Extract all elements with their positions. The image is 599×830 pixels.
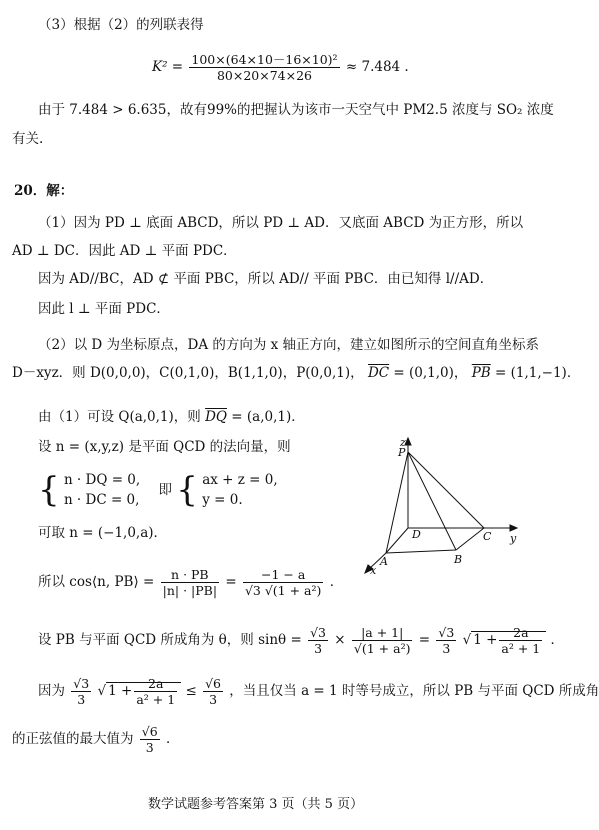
ineq-frac-2-den: a² + 1 [136,692,176,707]
sin-frac-4 [499,625,542,656]
sin-frac-1 [308,625,328,656]
sin-root-a: 1 + [473,632,498,648]
ineq-le: ≤ [185,683,197,699]
ineq-frac-3 [203,676,223,707]
sin-frac-3 [436,625,456,656]
ineq-frac-2-num: 2a [134,676,177,692]
sin-frac-3-den: 3 [442,641,451,656]
k-fraction [189,52,339,83]
system-eq-1: n · DQ = 0, [63,472,141,488]
ineq-frac-1 [71,676,91,707]
cos-line [38,567,343,598]
q20-p1-line1: （1）因为 PD ⊥ 底面 ABCD，所以 PD ⊥ AD．又底面 ABCD 为正方形，所以 [38,215,524,231]
sin-times: × [334,632,346,648]
sin-root-body [471,625,546,656]
max-line [12,724,180,755]
normal-take-line: 可取 n = (−1,0,a)． [38,525,168,541]
s3-intro: （3）根据（2）的列联表得 [38,17,204,33]
sin-eq: = [418,632,431,648]
ineq-root-a: 1 + [108,683,133,699]
k-lhs: K² = [152,59,184,75]
system-eq-2: n · DC = 0, [63,492,140,508]
sin-frac-4-den: a² + 1 [501,641,541,656]
label-z: z [400,436,406,449]
sin-frac-4-num: 2a [499,625,542,641]
cos-lhs: 所以 cos⟨n, PB⟩ = [38,574,155,590]
system-eq-3: ax + z = 0, [202,472,278,488]
q20-p2-line2 [12,364,580,382]
page-footer: 数学试题参考答案第 3 页（共 5 页） [148,797,364,812]
ineq-root: √ 1 + $\frac{2a}{\text{a² + 1}}$ [98,682,182,699]
pyramid-diagram [360,438,522,576]
ji-text: 即 [158,481,172,498]
label-d: D [412,528,421,541]
normal-vector-line: 设 n = (x,y,z) 是平面 QCD 的法向量，则 [38,439,291,455]
cos-frac-2-num: −1 − a [243,567,323,583]
sin-frac-1-den: 3 [314,641,323,656]
left-brace-2: { [176,470,198,510]
ineq-b: ，当且仅当 a = 1 时等号成立，所以 PB 与平面 QCD 所成角 [229,683,599,699]
q-assume-line [38,408,305,426]
ineq-frac-1-den: 3 [77,692,86,707]
sin-root: √ 1 + $\frac{2a}{\text{a² + 1}}$ [463,631,547,648]
vector-dc: $\overline{DC}$ [367,365,390,381]
sin-end: ． [550,632,565,648]
cos-frac-1 [161,567,219,598]
edge-pa [386,452,408,553]
system-1 [64,470,140,510]
s3-conclusion-line1: 由于 7.484 > 6.635，故有99%的把握认为该市一天空气中 PM2.5 浓度与 SO₂ 浓度 [38,102,554,118]
k-numerator: 100×(64×10－16×10)² [191,52,338,67]
vector-pb: $\overline{PB}$ [471,365,491,381]
ineq-line [38,676,599,707]
ineq-frac-3-num: √6 [205,676,221,691]
edge-bc [456,528,484,550]
edge-pc [408,452,484,528]
cos-eq: = [225,574,237,590]
edge-da [386,528,408,553]
max-text: 的正弦值的最大值为 [12,731,134,747]
label-a: A [380,555,388,568]
cos-frac-1-num: n · PB [161,567,219,583]
vector-dq: $\overline{DQ}$ [205,409,227,425]
k-squared-formula [152,52,409,83]
max-frac [140,724,160,755]
label-p: P [398,446,406,459]
max-frac-num: √6 [141,724,158,739]
coords-text: D－xyz．则 D(0,0,0)，C(0,1,0)，B(1,1,0)，P(0,0,1)， [12,365,364,381]
cos-frac-2 [243,567,323,598]
cos-end: ． [329,574,344,590]
ineq-frac-3-den: 3 [209,692,218,707]
sin-frac-2 [352,625,413,656]
y-arrow [510,525,517,531]
ineq-root-body [106,676,181,707]
ineq-a: 因为 [38,683,65,699]
ineq-frac-2 [134,676,177,707]
q20-p1-line4: 因此 l ⊥ 平面 PDC． [38,301,170,317]
sin-line [38,625,564,656]
sin-frac-3-num: √3 [438,625,455,640]
label-x: x [370,564,377,577]
q-assume-text: 由（1）可设 Q(a,0,1)，则 [38,409,201,425]
q20-p1-line3: 因为 AD//BC，AD ⊄ 平面 PBC，所以 AD// 平面 PBC．由已知得 l//AD． [38,271,494,287]
sin-frac-2-den: √(1 + a²) [353,641,411,656]
vector-dc-value: = (0,1,0)， [393,365,468,381]
q20-heading: 20．解： [14,183,74,199]
max-frac-den: 3 [145,740,154,755]
label-b: B [454,553,463,566]
label-c: C [483,530,492,543]
label-y: y [510,532,517,545]
cos-frac-1-den: |n| · |PB| [162,583,218,598]
ineq-frac-1-num: √3 [73,676,90,691]
sin-frac-2-num: |a + 1| [352,625,413,641]
left-brace-1: { [38,470,60,510]
vector-pb-value: = (1,1,−1)． [495,365,581,381]
k-denominator: 80×20×74×26 [216,68,313,83]
k-approx: ≈ 7.484 . [345,59,409,75]
z-arrow [405,438,411,445]
system-2 [202,470,277,510]
edge-ab [386,550,456,553]
q20-p2-line1: （2）以 D 为坐标原点，DA 的方向为 x 轴正方向，建立如图所示的空间直角坐标系 [38,337,540,353]
sin-frac-1-num: √3 [310,625,326,640]
s3-conclusion-line2: 有关. [12,131,44,147]
system-eq-4: y = 0. [202,492,243,508]
cos-frac-2-den: √3 √(1 + a²) [244,583,322,598]
max-end: ． [166,731,180,747]
q20-p1-line2: AD ⊥ DC．因此 AD ⊥ 平面 PDC． [12,243,237,259]
equation-system [38,470,278,510]
vector-dq-value: = (a,0,1)． [231,409,305,425]
sin-lhs: 设 PB 与平面 QCD 所成角为 θ，则 sinθ = [38,632,302,648]
